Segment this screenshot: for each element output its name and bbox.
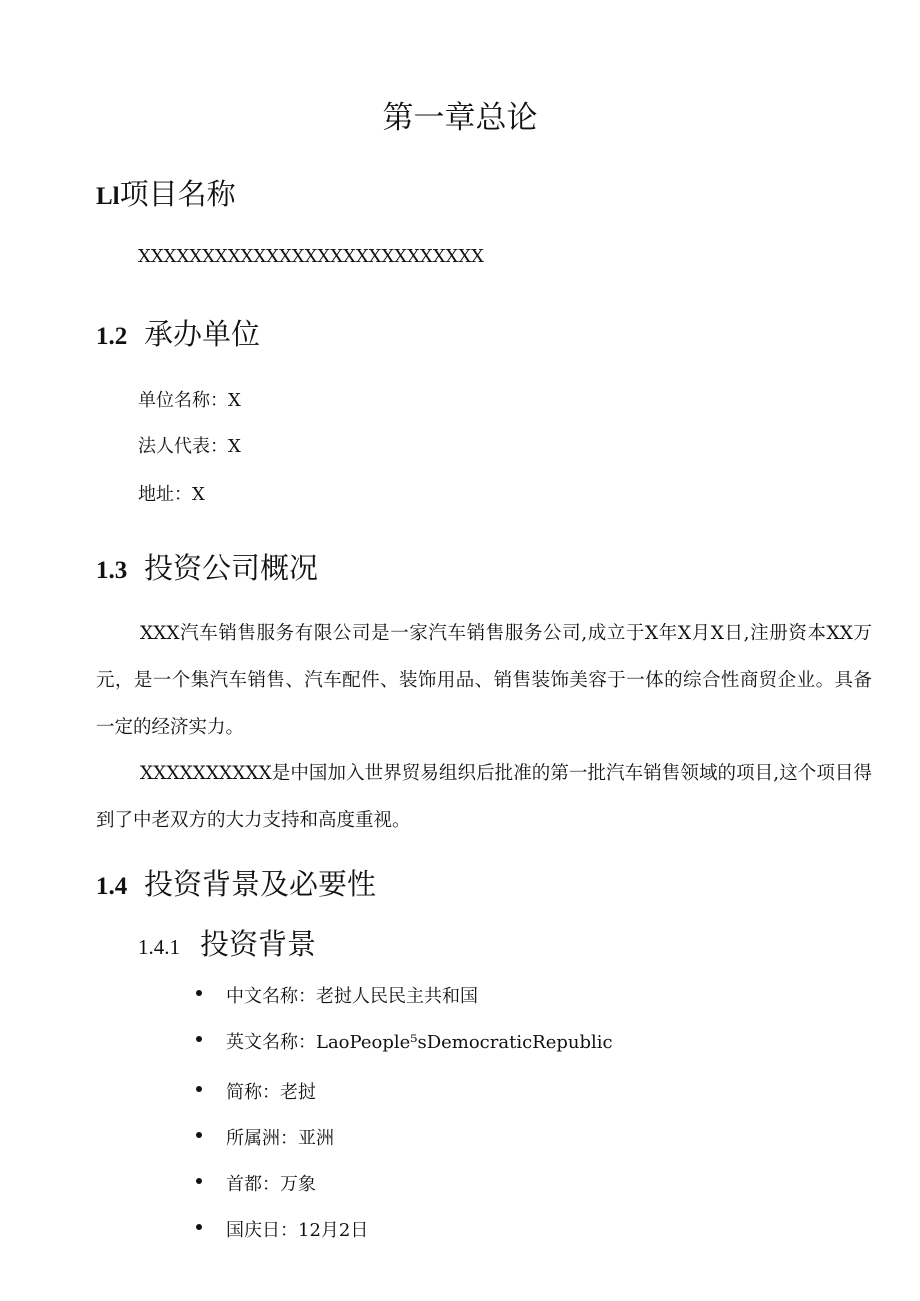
section-title: 投资背景及必要性 xyxy=(144,867,377,901)
subsection-title: 投资背景 xyxy=(200,927,317,961)
legal-rep-line: 法人代表：X xyxy=(138,436,241,457)
subsection-number: 1.4.1 xyxy=(138,935,180,959)
company-overview-paragraph: XXX汽车销售服务有限公司是一家汽车销售服务公司,成立于X年X月X日,注册资本XX万元，是一个集汽车销售、汽车配件、装饰用品、销售装饰美容于一体的综合性商贸企业。具备一定的经济实力。 xyxy=(96,623,872,738)
subsection-heading-1-4-1 xyxy=(138,922,316,963)
section-heading-1-3 xyxy=(96,546,318,587)
list-item-capital: 首都：万象 xyxy=(226,1174,316,1195)
bullet-icon xyxy=(196,1086,202,1092)
section-number: 1.2 xyxy=(96,323,128,350)
project-approval-paragraph: XXXXXXXXXX是中国加入世界贸易组织后批准的第一批汽车销售领域的项目,这个项目得到了中老双方的大力支持和高度重视。 xyxy=(96,763,872,831)
chapter-title: 第一章总论 xyxy=(382,100,538,136)
section-number: 1.4 xyxy=(96,873,128,900)
project-name-value: XXXXXXXXXXXXXXXXXXXXXXXXXXX xyxy=(138,246,484,267)
bullet-icon xyxy=(196,1036,202,1042)
section-title: 项目名称 xyxy=(119,177,236,211)
section-heading-1-2 xyxy=(96,312,260,353)
section-heading-1-1 xyxy=(96,172,236,213)
unit-name-line: 单位名称：X xyxy=(138,390,241,411)
bullet-icon xyxy=(196,1224,202,1230)
section-title: 投资公司概况 xyxy=(144,551,319,585)
bullet-icon xyxy=(196,1132,202,1138)
section-number: Ll xyxy=(96,183,120,210)
list-item-short-name: 简称：老挝 xyxy=(226,1082,316,1103)
list-item-english-name: 英文名称：LaoPeople⁵sDemocraticRepublic xyxy=(226,1032,613,1053)
list-item-continent: 所属洲：亚洲 xyxy=(226,1128,334,1149)
bullet-icon xyxy=(196,1178,202,1184)
section-heading-1-4 xyxy=(96,862,376,903)
section-number: 1.3 xyxy=(96,557,128,584)
list-item-national-day: 国庆日：12月2日 xyxy=(226,1220,369,1241)
list-item-chinese-name: 中文名称：老挝人民民主共和国 xyxy=(226,986,478,1007)
bullet-icon xyxy=(196,990,202,996)
section-title: 承办单位 xyxy=(144,317,261,351)
address-line: 地址：X xyxy=(138,484,205,505)
